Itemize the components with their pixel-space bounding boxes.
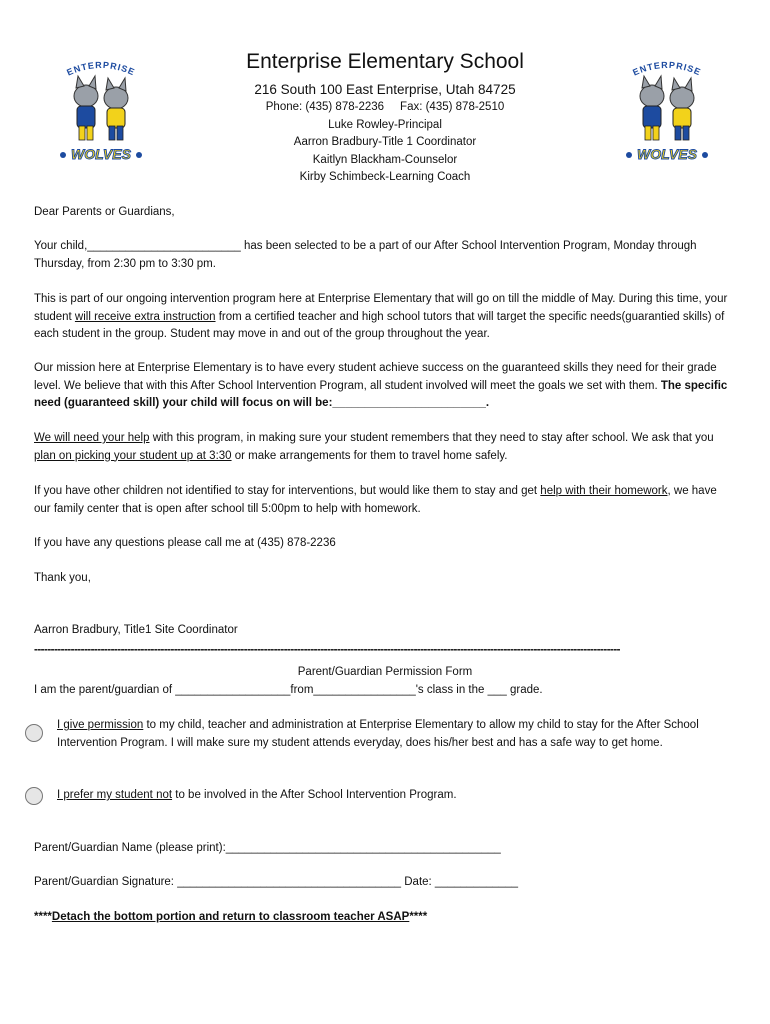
- logo-arc-text: ENTERPRISE: [65, 59, 137, 78]
- decline-option: [57, 787, 727, 805]
- paragraph-selection: Your child,________________________ has been selected to be a part of our After School Intervention Program, Monday through Thursday, from 2:30 pm to 3:30 pm.: [34, 240, 697, 270]
- logo-team-text: WOLVES: [71, 146, 131, 162]
- wolves-logo-left: [58, 58, 144, 166]
- underlined-text: I give permission: [57, 719, 144, 731]
- text: If you have other children not identified to stay for interventions, but would like them to stay and get: [34, 485, 541, 497]
- permission-radio[interactable]: [25, 724, 43, 742]
- permission-option: [57, 717, 727, 752]
- principal-line: Luke Rowley-Principal: [328, 118, 442, 131]
- letterhead: [160, 48, 610, 187]
- paragraph-help: [34, 430, 736, 465]
- school-address: 216 South 100 East Enterprise, Utah 84725: [254, 82, 516, 97]
- detach-line: --------------------------------------------------------------------------------------------------------------------------------------------------------------------------------: [34, 645, 621, 656]
- svg-text:ENTERPRISE: [65, 60, 137, 78]
- phone-number: Phone: (435) 878-2236: [265, 101, 385, 113]
- coach-line: Kirby Schimbeck-Learning Coach: [299, 171, 471, 183]
- paragraph-family-center: [34, 483, 736, 518]
- stars: ****: [34, 911, 52, 923]
- form-title: Parent/Guardian Permission Form: [297, 666, 473, 678]
- underlined-text: help with their homework: [540, 485, 668, 497]
- text: from a certified teacher and high school tutors that will target the specific needs(guarantied skills) of each student in the group. Student may move in and out of the group throughout the year.: [34, 310, 725, 340]
- bold-text: The specific need (guaranteed skill) your child will focus on will be:________________________.: [34, 379, 728, 409]
- underlined-text: plan on picking your student up at 3:30: [34, 449, 232, 462]
- guardian-signature-field[interactable]: Parent/Guardian Signature: ___________________________________ Date: _____________: [34, 876, 519, 888]
- detach-instruction: [34, 909, 736, 927]
- paragraph-questions: If you have any questions please call me at (435) 878-2236: [34, 537, 336, 549]
- fax-number: Fax: (435) 878-2510: [400, 101, 505, 113]
- title1-line: Aarron Bradbury-Title 1 Coordinator: [293, 136, 477, 148]
- decline-radio[interactable]: [25, 787, 43, 805]
- school-name: Enterprise Elementary School: [246, 50, 524, 73]
- svg-text:ENTERPRISE: [631, 60, 703, 78]
- text: to my child, teacher and administration at Enterprise Elementary to allow my child to stay for the After School Intervention Program. I will make sure my student attends everyday, does his/her best and has a safe way to get home.: [57, 719, 699, 749]
- logo-team-text: WOLVES: [637, 146, 697, 162]
- counselor-line: Kaitlyn Blackham-Counselor: [312, 153, 458, 166]
- stars: ****: [409, 911, 428, 923]
- text: with this program, in making sure your student remembers that they need to stay after school. We ask that you: [149, 432, 714, 444]
- text: Our mission here at Enterprise Elementary is to have every student achieve success on the guaranteed skills they need for their grade level. We believe that with this After School Intervention Program, all student involved will meet the goals we set with them.: [34, 362, 717, 392]
- wolves-logo-right: [624, 58, 710, 166]
- signature-name: Aarron Bradbury, Title1 Site Coordinator: [34, 624, 238, 636]
- detach-text: Detach the bottom portion and return to classroom teacher ASAP: [51, 911, 410, 923]
- text: or make arrangements for them to travel home safely.: [231, 449, 508, 462]
- form-student-line: I am the parent/guardian of __________________from________________'s class in the ___ grade.: [34, 684, 543, 696]
- underlined-text: I prefer my student not: [57, 789, 173, 801]
- greeting: Dear Parents or Guardians,: [34, 206, 175, 218]
- text: , we have our family center that is open after school till 5:00pm to help with homework.: [34, 485, 717, 515]
- contact-line: [160, 99, 610, 117]
- text: to be involved in the After School Intervention Program.: [172, 789, 457, 801]
- closing: Thank you,: [34, 572, 91, 584]
- logo-arc-text: ENTERPRISE: [631, 59, 703, 78]
- paragraph-program: [34, 291, 736, 344]
- paragraph-mission: [34, 360, 736, 413]
- guardian-name-field[interactable]: Parent/Guardian Name (please print):___________________________________________: [34, 842, 501, 854]
- underlined-text: will receive extra instruction: [74, 310, 216, 323]
- underlined-text: We will need your help: [34, 432, 150, 444]
- text: This is part of our ongoing intervention program here at Enterprise Elementary that will go on till the middle of May. During this time, your student: [34, 293, 728, 323]
